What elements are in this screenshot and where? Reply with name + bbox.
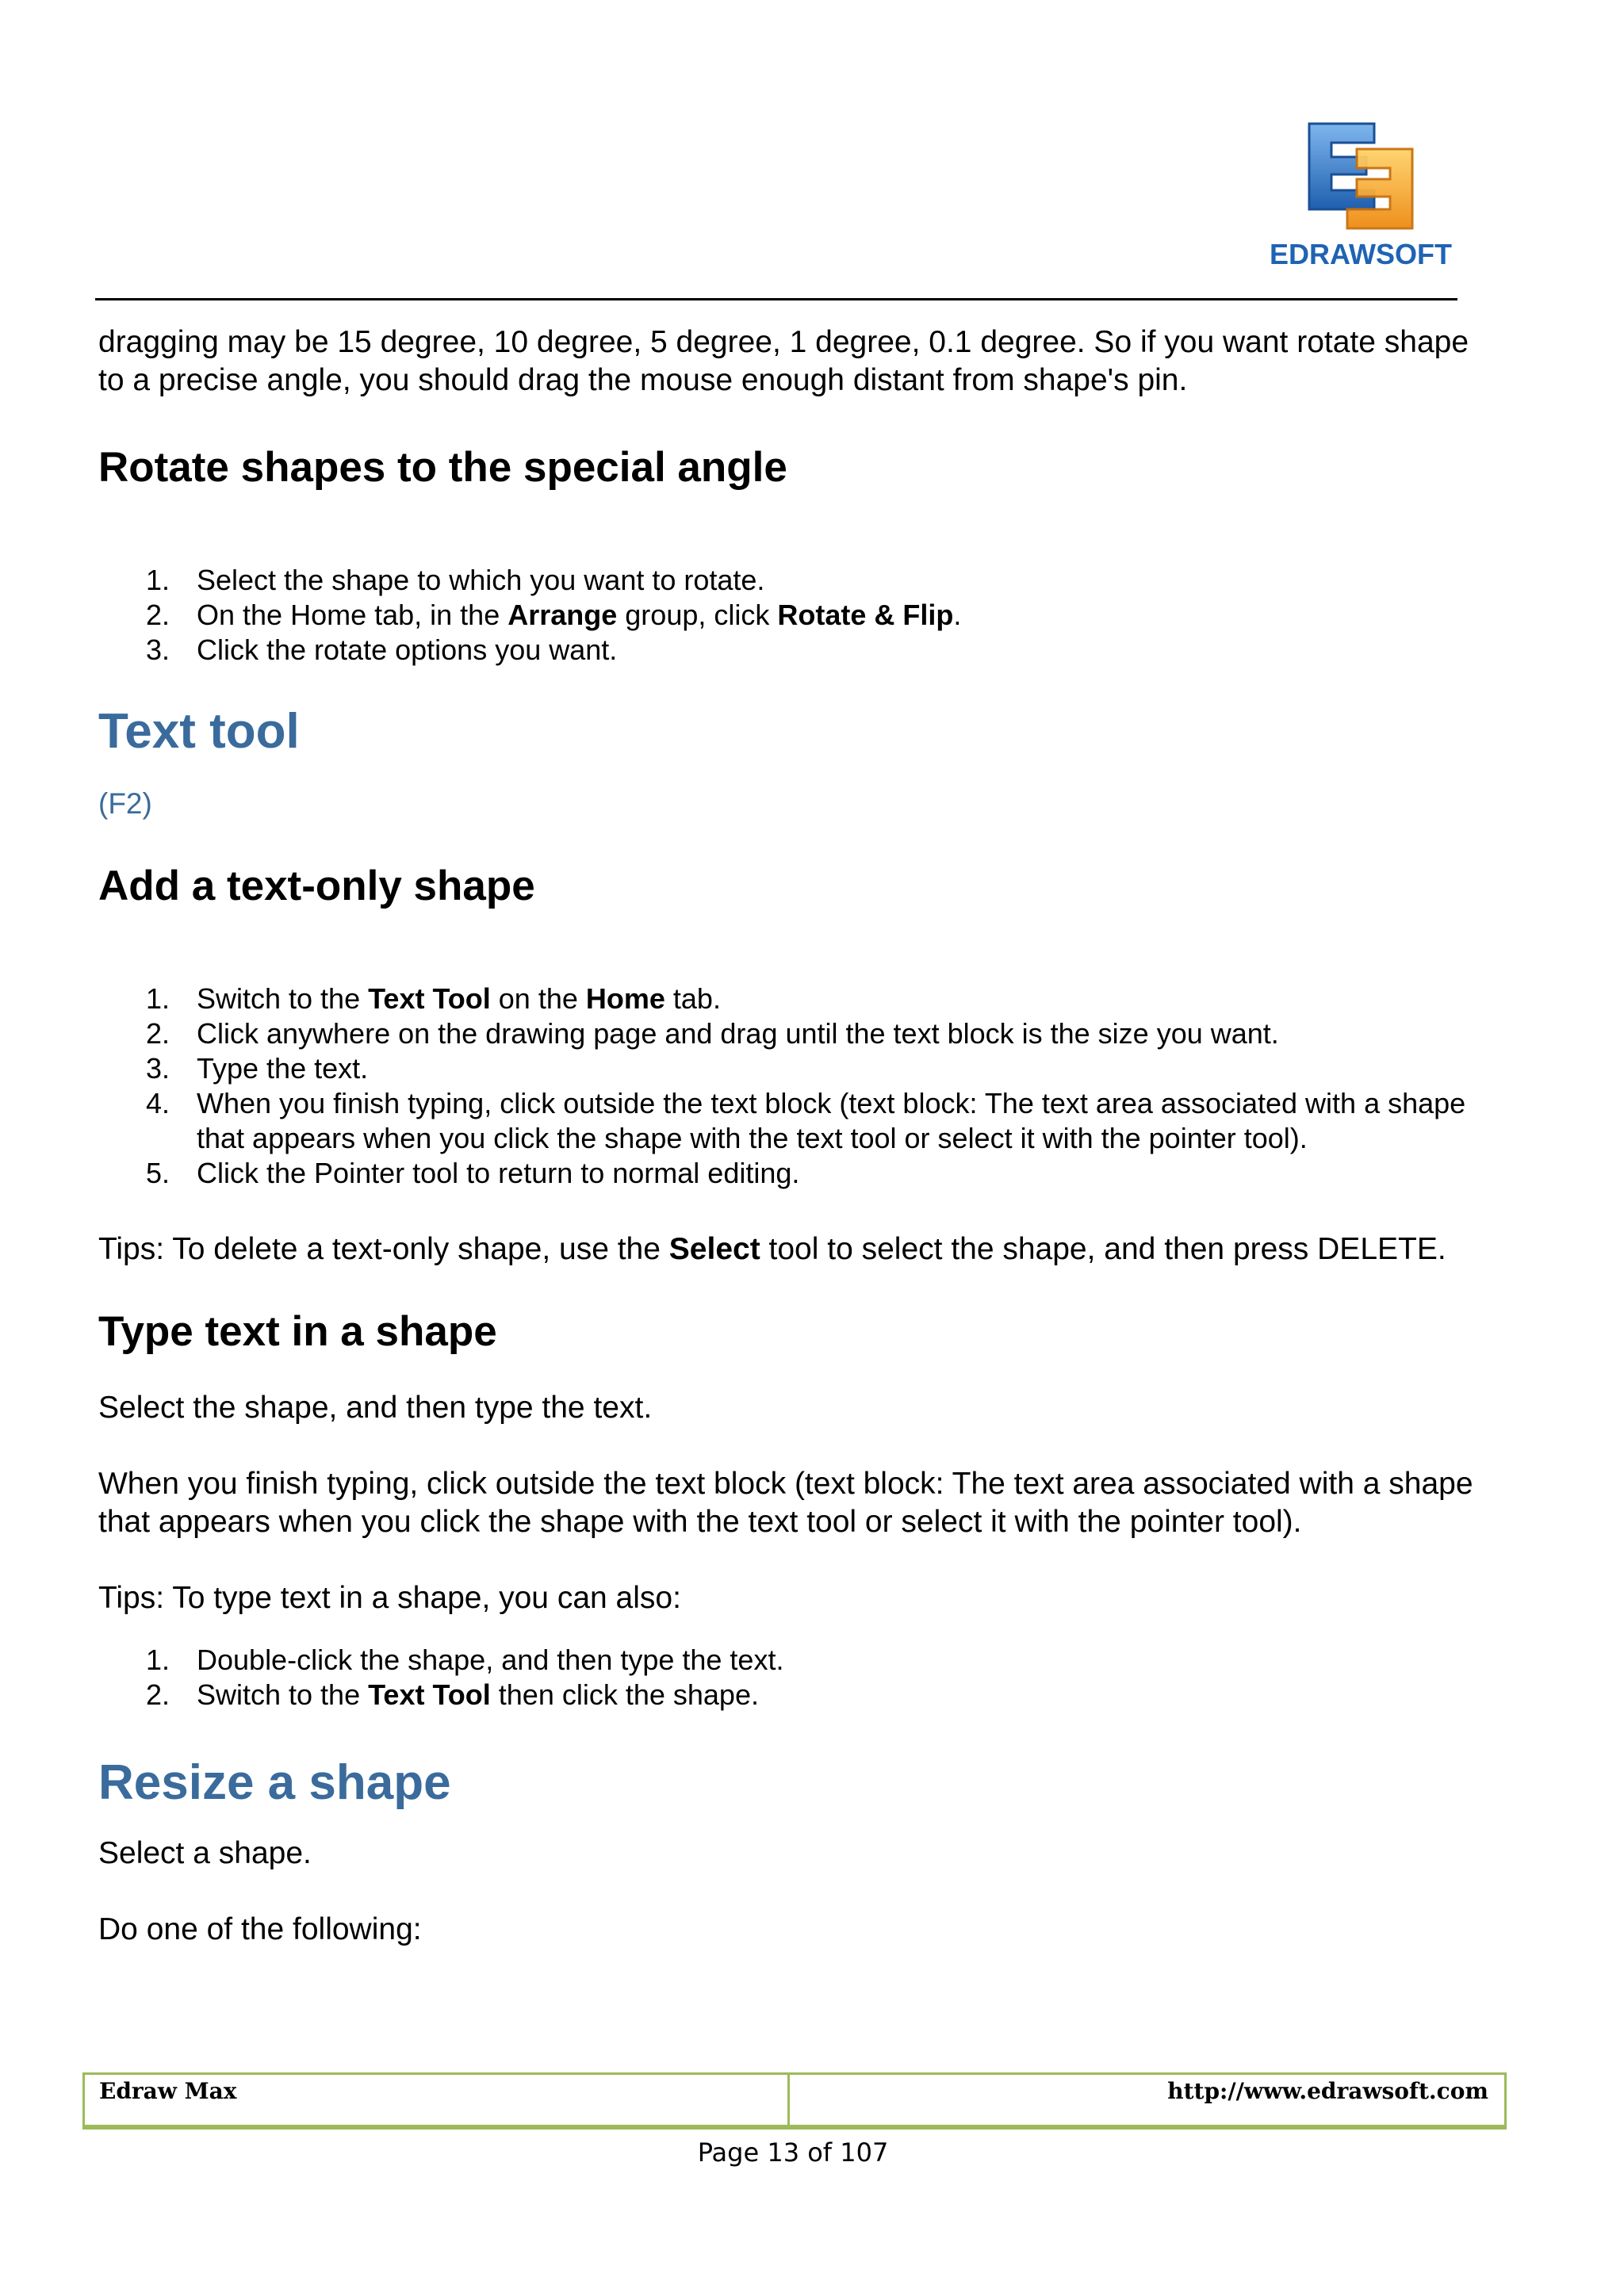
resize-paragraph-2: Do one of the following: (98, 1912, 422, 1946)
resize-heading: Resize a shape (98, 1755, 451, 1810)
type-text-steps-list (98, 1643, 1478, 1712)
list-item: 1. Select the shape to which you want to rotate. (146, 564, 765, 596)
list-item: 1. Switch to the Text Tool on the Home tab. (146, 982, 721, 1015)
list-item: 3. Type the text. (146, 1052, 369, 1085)
list-item: 5. Click the Pointer tool to return to normal editing. (146, 1157, 800, 1189)
page-number: Page 13 of 107 (697, 2137, 889, 2168)
list-item: 2. Click anywhere on the drawing page and drag until the text block is the size you want. (146, 1017, 1279, 1050)
intro-paragraph: dragging may be 15 degree, 10 degree, 5 degree, 1 degree, 0.1 degree. So if you want rotate shape to a precise angle, you should drag the mouse enough distant from shape's pin. (98, 325, 1469, 397)
type-text-heading: Type text in a shape (98, 1308, 497, 1355)
text-tool-shortcut: (F2) (98, 787, 152, 820)
text-tool-heading: Text tool (98, 704, 300, 759)
list-item: 2. On the Home tab, in the Arrange group, click Rotate & Flip. (146, 599, 962, 631)
footer-table (82, 2072, 1507, 2130)
edrawsoft-logo-icon (1301, 117, 1420, 235)
type-text-paragraph-1: Select the shape, and then type the text. (98, 1391, 653, 1425)
add-text-heading: Add a text-only shape (98, 863, 535, 909)
edrawsoft-logo (1266, 117, 1456, 276)
delete-tips-paragraph: Tips: To delete a text-only shape, use the Select tool to select the shape, and then press DELETE. (98, 1232, 1446, 1266)
type-text-tips: Tips: To type text in a shape, you can also: (98, 1581, 681, 1615)
logo-text: EDRAWSOFT (1270, 238, 1452, 270)
list-item: 3. Click the rotate options you want. (146, 633, 618, 666)
document-body (98, 323, 1478, 1949)
footer-url: http://www.edrawsoft.com (790, 2075, 1507, 2125)
list-item: 1. Double-click the shape, and then type the text. (146, 1644, 784, 1676)
add-text-steps-list (98, 982, 1478, 1191)
footer-product-name: Edraw Max (82, 2075, 790, 2125)
header-divider (95, 298, 1457, 300)
list-item: 2. Switch to the Text Tool then click the shape. (146, 1678, 759, 1711)
list-item: 4. When you finish typing, click outside the text block (text block: The text area associated with a shape that appears when you click the shape with the text tool or select it with the pointer tool). (146, 1087, 1466, 1154)
resize-paragraph-1: Select a shape. (98, 1836, 312, 1870)
type-text-paragraph-2: When you finish typing, click outside the text block (text block: The text area associated with a shape that appears when you click the shape with the text tool or select it with the pointer tool). (98, 1467, 1473, 1539)
rotate-steps-list (98, 563, 1478, 668)
rotate-heading: Rotate shapes to the special angle (98, 444, 787, 491)
